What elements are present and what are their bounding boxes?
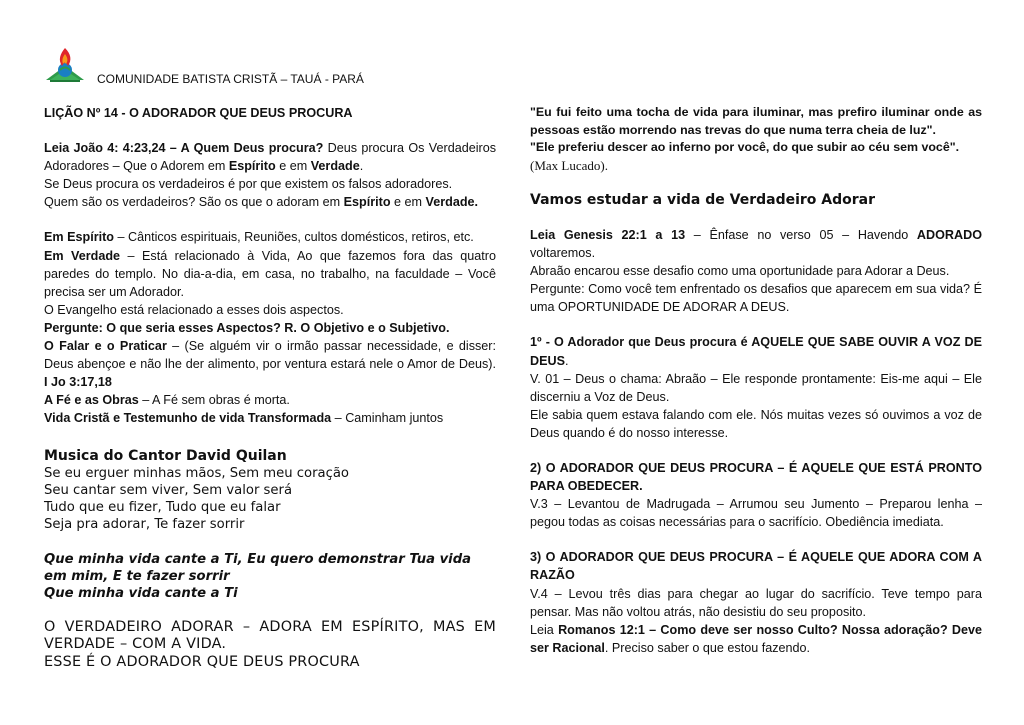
- chorus-line: Que minha vida cante a Ti: [44, 585, 238, 601]
- section-3-verse: V.4 – Levou três dias para chegar ao lugar do sacrifício. Teve tempo para pensar. Mas não voltou atrás, não desistiu do seu proposito.: [530, 586, 982, 619]
- section-3-title: 3) O ADORADOR QUE DEUS PROCURA – É AQUELE QUE ADORA COM A RAZÃO: [530, 550, 982, 583]
- song-title: Musica do Cantor David Quilan: [44, 447, 287, 464]
- quote-text: "Eu fui feito uma tocha de vida para iluminar, mas prefiro iluminar onde as pessoas estão morrendo nas trevas do que numa terra cheia de luz".: [530, 105, 982, 137]
- quote-text-2: "Ele preferiu descer ao inferno por você, do que subir ao céu sem você".: [530, 140, 960, 155]
- spirit-paragraph: Em Espírito – Cânticos espirituais, Reuniões, cultos domésticos, retiros, etc.: [44, 230, 474, 245]
- quote-author: (Max Lucado).: [530, 157, 608, 173]
- closing-statement: O VERDADEIRO ADORAR – ADORA EM ESPÍRITO, MAS EM VERDADE – COM A VIDA.: [44, 618, 496, 653]
- organization-name: COMUNIDADE BATISTA CRISTÃ – TAUÁ - PARÁ: [97, 72, 364, 86]
- section-2-verse: V.3 – Levantou de Madrugada – Arrumou seu Jumento – Preparou lenha – pegou todas as coisas necessárias para o sacrifício. Obediência imediata.: [530, 497, 982, 530]
- false-worshippers-text: Se Deus procura os verdadeiros é por que existem os falsos adoradores.: [44, 177, 453, 192]
- chorus-line: Que minha vida cante a Ti, Eu quero demonstrar Tua vida em mim, E te fazer sorrir: [44, 551, 472, 584]
- song-line: Seja pra adorar, Te fazer sorrir: [44, 517, 245, 533]
- genesis-paragraph: Leia Genesis 22:1 a 13 – Ênfase no verso 05 – Havendo ADORADO voltaremos.: [530, 227, 982, 261]
- section-1-text: Ele sabia quem estava falando com ele. Nós muitas vezes só ouvimos a voz de Deus quando é do nosso interesse.: [530, 407, 982, 440]
- song-line: Seu cantar sem viver, Sem valor será: [44, 482, 293, 498]
- gospel-text: O Evangelho está relacionado a esses dois aspectos.: [44, 302, 344, 317]
- question-text: Pergunte: Como você tem enfrentado os desafios que aparecem em sua vida? É uma OPORTUNIDADE DE ADORAR A DEUS.: [530, 282, 982, 315]
- section-1-title: 1º - O Adorador que Deus procura é AQUELE QUE SABE OUVIR A VOZ DE DEUS.: [530, 335, 982, 368]
- left-column: [44, 104, 496, 671]
- reading-paragraph: Leia João 4: 4:23,24 – A Quem Deus procura? Deus procura Os Verdadeiros Adoradores – Que o Adorem em Espírito e em Verdade.: [44, 141, 496, 174]
- song-line: Se eu erguer minhas mãos, Sem meu coração: [44, 465, 349, 481]
- section-3-romans: Leia Romanos 12:1 – Como deve ser nosso Culto? Nossa adoração? Deve ser Racional. Preciso saber o que estou fazendo.: [530, 622, 982, 655]
- christian-life-text: Vida Cristã e Testemunho de vida Transformada – Caminham juntos: [44, 411, 444, 426]
- lesson-title: LIÇÃO Nº 14 - O ADORADOR QUE DEUS PROCURA: [44, 106, 353, 120]
- true-worshippers-text: Quem são os verdadeiros? São os que o adoram em Espírito e em Verdade.: [44, 195, 479, 210]
- song-line: Tudo que eu fizer, Tudo que eu falar: [44, 500, 281, 516]
- closing-statement-2: ESSE É O ADORADOR QUE DEUS PROCURA: [44, 653, 360, 670]
- right-column: [530, 104, 982, 657]
- church-logo-icon: [44, 44, 86, 86]
- section-1-verse: V. 01 – Deus o chama: Abraão – Ele responde prontamente: Eis-me aqui – Ele discerniu a Voz de Deus.: [530, 371, 982, 404]
- question-text: Pergunte: O que seria esses Aspectos? R. O Objetivo e o Subjetivo.: [44, 320, 450, 335]
- faith-works-text: A Fé e as Obras – A Fé sem obras é morta.: [44, 393, 290, 408]
- truth-paragraph: Em Verdade – Está relacionado à Vida, Ao que fazemos fora das quatro paredes do templo. No dia-a-dia, em casa, no trabalho, na faculdade – Você precisa ser um Adorador.: [44, 248, 496, 299]
- abraham-text: Abraão encarou esse desafio como uma oportunidade para Adorar a Deus.: [530, 264, 950, 279]
- speak-practice-paragraph: O Falar e o Praticar – (Se alguém vir o irmão passar necessidade, e disser: Deus abençoe e não lhe der alimento, por ventura estará nele o Amor de Deus). I Jo 3:17,18: [44, 339, 496, 390]
- section-2-title: 2) O ADORADOR QUE DEUS PROCURA – É AQUELE QUE ESTÁ PRONTO PARA OBEDECER.: [530, 461, 982, 494]
- study-title: Vamos estudar a vida de Verdadeiro Adorar: [530, 191, 876, 208]
